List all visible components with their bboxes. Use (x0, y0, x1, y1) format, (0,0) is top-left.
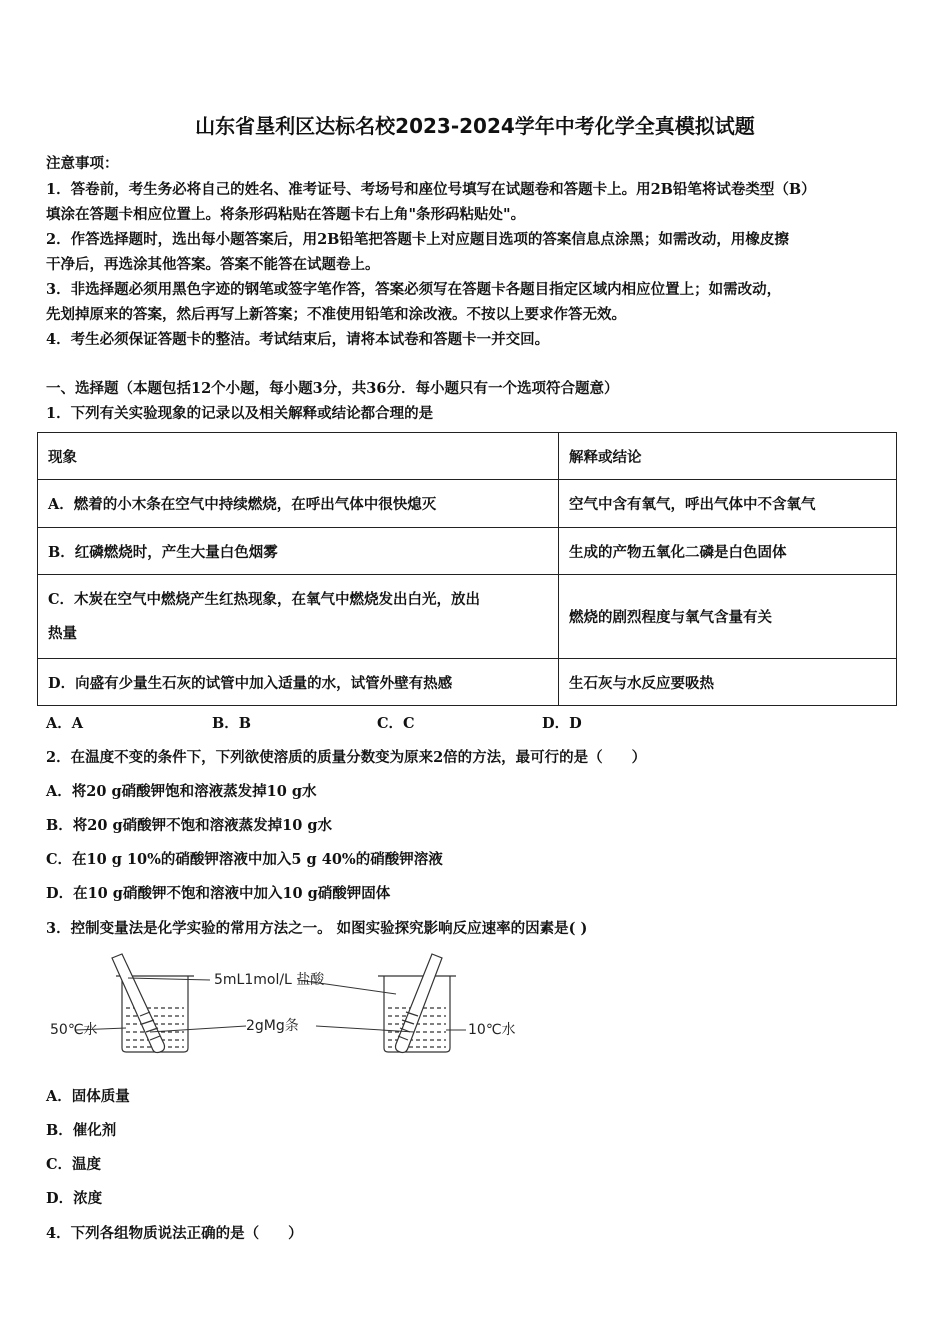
question-2-stem: 2．在温度不变的条件下，下列欲使溶质的质量分数变为原来2倍的方法，最可行的是（ ） (46, 749, 647, 766)
table-header-row (38, 433, 897, 480)
question-3-figure (46, 950, 526, 1060)
notice-line: 4．考生必须保证答题卡的整洁。考试结束后，请将本试卷和答题卡一并交回。 (46, 331, 550, 348)
test-tube-right (396, 954, 443, 1053)
question-2-option: D．在10 g硝酸钾不饱和溶液中加入10 g硝酸钾固体 (46, 885, 391, 902)
table-cell: B．红磷燃烧时，产生大量白色烟雾 (38, 528, 559, 575)
notice-line: 3．非选择题必须用黑色字迹的钢笔或签字笔作答，答案必须写在答题卡各题目指定区域内相应位置上；如需改动， (46, 281, 782, 298)
notice-line: 先划掉原来的答案，然后再写上新答案；不准使用铅笔和涂改液。不按以上要求作答无效。 (46, 306, 626, 323)
table-cell: A．燃着的小木条在空气中持续燃烧，在呼出气体中很快熄灭 (38, 480, 559, 528)
question-3-stem: 3．控制变量法是化学实验的常用方法之一。 如图实验探究影响反应速率的因素是( ) (46, 920, 588, 937)
table-header-cell: 解释或结论 (559, 433, 897, 480)
question-1-choice: B．B (212, 715, 252, 732)
question-3-option: B．催化剂 (46, 1122, 117, 1139)
page-title: 山东省垦利区达标名校2023-2024学年中考化学全真模拟试题 (195, 114, 755, 138)
question-1-choice: A．A (46, 715, 84, 732)
question-2-option: A．将20 g硝酸钾饱和溶液蒸发掉10 g水 (46, 783, 317, 800)
label-right-water: 10℃水 (468, 1022, 516, 1038)
question-2-option: B．将20 g硝酸钾不饱和溶液蒸发掉10 g水 (46, 817, 332, 834)
table-row (38, 659, 897, 706)
table-cell: 生成的产物五氧化二磷是白色固体 (559, 528, 897, 575)
label-acid: 5mL1mol/L 盐酸 (214, 972, 325, 988)
notice-line: 1．答卷前，考生务必将自己的姓名、准考证号、考场号和座位号填写在试题卷和答题卡上。用2B铅笔将试卷类型（B） (46, 181, 816, 198)
notice-heading: 注意事项： (46, 155, 119, 172)
table-cell: 生石灰与水反应要吸热 (559, 659, 897, 706)
question-1-stem: 1．下列有关实验现象的记录以及相关解释或结论都合理的是 (46, 405, 434, 422)
question-4-stem: 4．下列各组物质说法正确的是（ ） (46, 1225, 303, 1242)
question-1-choice: C．C (377, 715, 415, 732)
label-left-water: 50℃水 (50, 1022, 98, 1038)
table-header-cell: 现象 (38, 433, 559, 480)
table-cell (38, 575, 559, 659)
question-1-choice: D．D (542, 715, 582, 732)
question-3-option: D．浓度 (46, 1190, 103, 1207)
question-2-option: C．在10 g 10%的硝酸钾溶液中加入5 g 40%的硝酸钾溶液 (46, 851, 443, 868)
table-cell: 空气中含有氧气，呼出气体中不含氧气 (559, 480, 897, 528)
label-mg: 2gMg条 (246, 1018, 299, 1034)
table-row (38, 528, 897, 575)
table-cell: D．向盛有少量生石灰的试管中加入适量的水，试管外壁有热感 (38, 659, 559, 706)
notice-line: 2．作答选择题时，选出每小题答案后，用2B铅笔把答题卡上对应题目选项的答案信息点涂黑；如需改动，用橡皮擦 (46, 231, 789, 248)
question-3-option: C．温度 (46, 1156, 102, 1173)
question-1-table (37, 432, 897, 706)
table-row (38, 480, 897, 528)
table-cell-line: C．木炭在空气中燃烧产生红热现象，在氧气中燃烧发出白光，放出 (48, 590, 481, 608)
table-cell-line: 热量 (48, 624, 77, 642)
test-tube-left (112, 954, 165, 1053)
section-heading: 一、选择题（本题包括12个小题，每小题3分，共36分．每小题只有一个选项符合题意） (46, 380, 619, 397)
notice-line: 填涂在答题卡相应位置上。将条形码粘贴在答题卡右上角"条形码粘贴处"。 (46, 206, 526, 223)
question-3-option: A．固体质量 (46, 1088, 130, 1105)
table-row (38, 575, 897, 659)
table-cell: 燃烧的剧烈程度与氧气含量有关 (559, 575, 897, 659)
notice-line: 干净后，再选涂其他答案。答案不能答在试题卷上。 (46, 256, 380, 273)
